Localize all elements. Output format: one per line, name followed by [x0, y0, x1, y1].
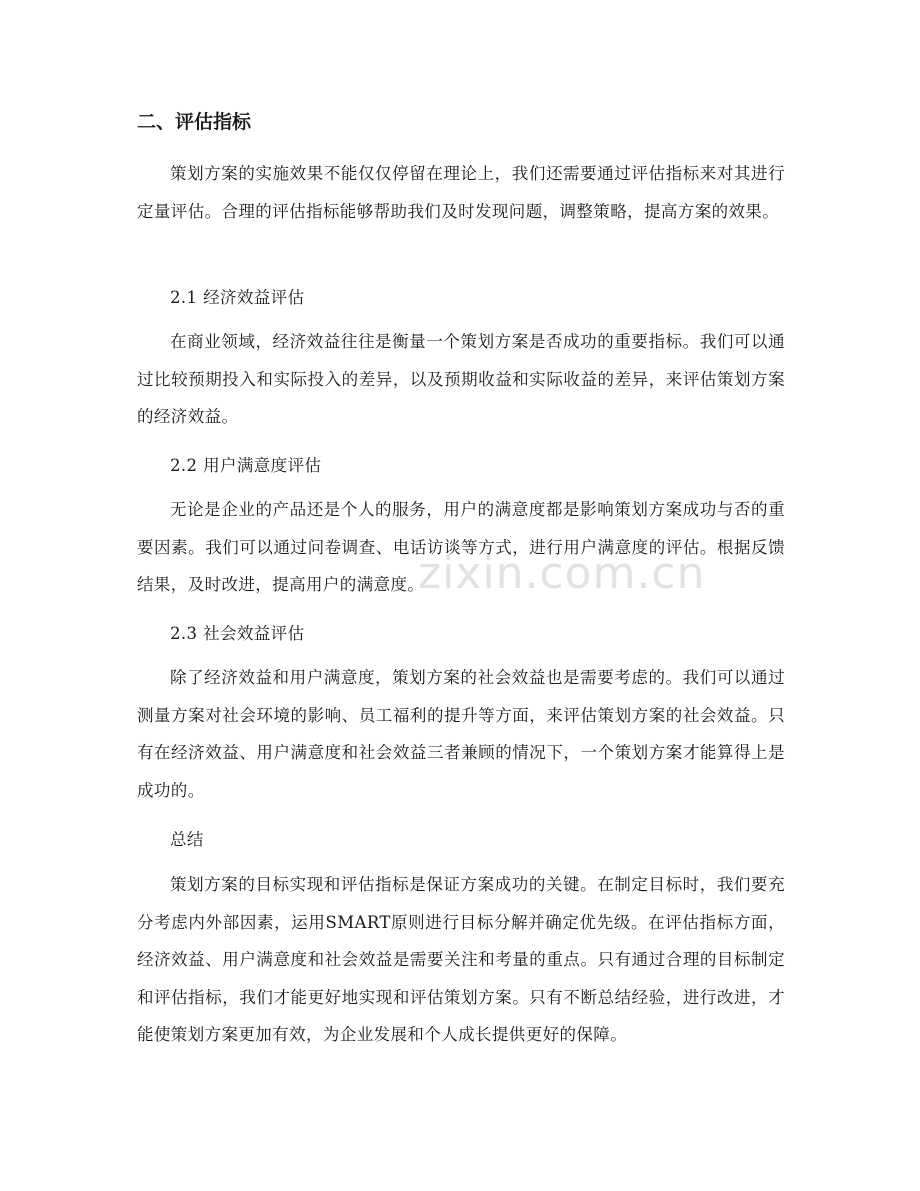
summary-body: 策划方案的目标实现和评估指标是保证方案成功的关键。在制定目标时，我们要充分考虑内外部因素，运用SMART原则进行目标分解并确定优先级。在评估指标方面，经济效益、用户满意度和社会效益是需要关注和考量的重点。只有通过合理的目标制定和评估指标，我们才能更好地实现和评估策划方案。只有不断总结经验，进行改进，才能使策划方案更加有效，为企业发展和个人成长提供更好的保障。: [137, 875, 785, 1044]
subsection-title-2-1: 2.1 经济效益评估: [170, 288, 305, 307]
intro-paragraph: 策划方案的实施效果不能仅仅停留在理论上，我们还需要通过评估指标来对其进行定量评估。合理的评估指标能够帮助我们及时发现问题，调整策略，提高方案的效果。: [137, 164, 785, 221]
summary-title: 总结: [170, 830, 204, 849]
subsection-title-2-3: 2.3 社会效益评估: [170, 624, 305, 643]
watermark: zixin.com.cn: [418, 548, 706, 599]
subsection-body-2-2: 无论是企业的产品还是个人的服务，用户的满意度都是影响策划方案成功与否的重要因素。我们可以通过问卷调查、电话访谈等方式，进行用户满意度的评估。根据反馈结果，及时改进，提高用户的满意度。: [137, 500, 785, 594]
subsection-body-2-3: 除了经济效益和用户满意度，策划方案的社会效益也是需要考虑的。我们可以通过测量方案对社会环境的影响、员工福利的提升等方面，来评估策划方案的社会效益。只有在经济效益、用户满意度和社会效益三者兼顾的情况下，一个策划方案才能算得上是成功的。: [137, 668, 785, 800]
subsection-body-2-1: 在商业领域，经济效益往往是衡量一个策划方案是否成功的重要指标。我们可以通过比较预期投入和实际投入的差异，以及预期收益和实际收益的差异，来评估策划方案的经济效益。: [137, 332, 785, 426]
subsection-title-2-2: 2.2 用户满意度评估: [170, 456, 322, 475]
section-title: 二、评估指标: [137, 111, 252, 133]
